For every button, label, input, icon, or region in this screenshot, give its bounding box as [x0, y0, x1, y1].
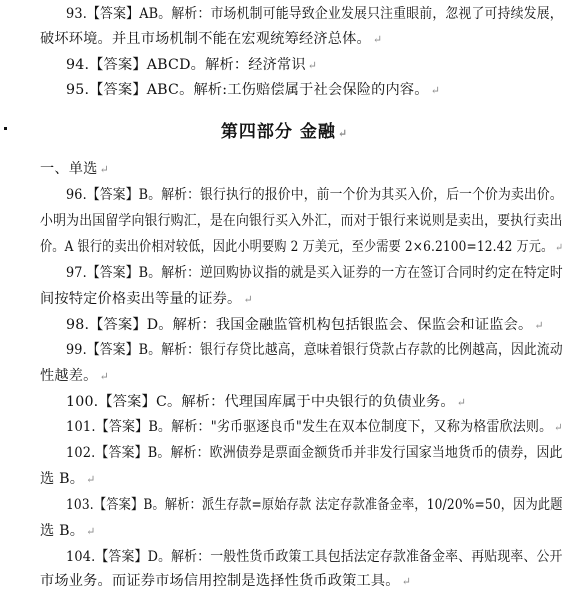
answer-101: [66, 418, 563, 437]
answer-99-line-2: [40, 367, 109, 386]
answer-104-line-2: [40, 572, 411, 591]
text: 95.【答案】ABC。解析:工伤赔偿属于社会保险的内容。: [66, 82, 429, 98]
answer-102-line-2: [40, 470, 96, 489]
paragraph-mark-icon: ↵: [307, 59, 318, 72]
answer-100: [66, 393, 466, 412]
text: 选 B。: [40, 471, 85, 487]
text: 98.【答案】D。解析：我国金融监管机构包括银监会、保监会和证监会。: [66, 317, 533, 333]
answer-99-line-1: [66, 341, 563, 359]
paragraph-mark-icon: ↵: [555, 241, 564, 254]
paragraph-mark-icon: ↵: [554, 421, 563, 434]
text: 97.【答案】B。解析：逆回购协议指的就是买入证券的一方在签订合同时约定在特定时: [66, 265, 563, 281]
text: 破坏环境。并且市场机制不能在宏观统筹经济总体。: [40, 31, 371, 47]
answer-104-line-1: [66, 548, 563, 566]
text: 性越差。: [40, 368, 98, 384]
text: 102.【答案】B。解析：欧洲债券是票面金额货币并非发行国家当地货币的债券，因此: [66, 445, 563, 461]
answer-93-line-2: [40, 30, 382, 49]
subsection-heading: [40, 160, 109, 179]
text: 100.【答案】C。解析：代理国库属于中央银行的负债业务。: [66, 394, 455, 410]
answer-94: [66, 56, 317, 75]
paragraph-mark-icon: ↵: [243, 293, 253, 306]
paragraph-mark-icon: ↵: [456, 396, 467, 409]
text: 101.【答案】B。解析："劣币驱逐良币"发生在双本位制度下，又称为格雷欣法则。: [66, 419, 553, 435]
answer-95: [66, 81, 440, 100]
text: 一、单选: [40, 161, 98, 177]
answer-103-line-1: [66, 496, 563, 514]
answer-96-line-2: [40, 212, 563, 230]
paragraph-mark-icon: ↵: [372, 33, 383, 46]
answer-96-line-3: [40, 238, 563, 257]
text: 价。A 银行的卖出价相对较低，因此小明要购 2 万美元，至少需要 2×6.2100=12.42 万元。: [40, 239, 554, 255]
text: 103.【答案】B。解析：派生存款=原始存款 法定存款准备金率，10/20%=50，因为此题: [66, 497, 563, 513]
answer-103-line-2: [40, 522, 96, 541]
text: 94.【答案】ABCD。解析：经济常识: [66, 57, 306, 73]
answer-102-line-1: [66, 444, 563, 462]
paragraph-mark-icon: ↵: [430, 84, 441, 97]
answer-96-line-1: [66, 186, 563, 204]
answer-93-line-1: [66, 5, 563, 23]
paragraph-mark-icon: ↵: [534, 319, 544, 332]
section-heading: [0, 121, 569, 145]
paragraph-mark-icon: ↵: [99, 370, 109, 383]
paragraph-mark-icon: ↵: [99, 163, 109, 176]
text: 96.【答案】B。解析：银行执行的报价中，前一个价为其买入价，后一个价为卖出价。: [66, 187, 563, 203]
text: 选 B。: [40, 523, 85, 539]
paragraph-mark-icon: ↵: [337, 127, 349, 140]
answer-97-line-1: [66, 264, 563, 282]
paragraph-mark-icon: ↵: [86, 473, 96, 486]
paragraph-mark-icon: ↵: [86, 525, 96, 538]
section-heading-text: 第四部分 金融: [220, 122, 336, 142]
text: 99.【答案】B。解析：银行存贷比越高，意味着银行贷款占存款的比例越高，因此流动: [66, 342, 563, 358]
text: 间按特定价格卖出等量的证券。: [40, 291, 242, 307]
answer-97-line-2: [40, 290, 253, 309]
text: 市场业务。而证券市场信用控制是选择性货币政策工具。: [40, 573, 400, 589]
text: 104.【答案】D。解析：一般性货币政策工具包括法定存款准备金率、再贴现率、公开: [66, 549, 563, 565]
text: 小明为出国留学向银行购汇，是在向银行买入外汇，而对于银行来说则是卖出，要执行卖出: [40, 213, 563, 229]
answer-98: [66, 316, 544, 335]
text: 93.【答案】AB。解析：市场机制可能导致企业发展只注重眼前，忽视了可持续发展，: [66, 6, 563, 22]
paragraph-mark-icon: ↵: [401, 575, 412, 588]
